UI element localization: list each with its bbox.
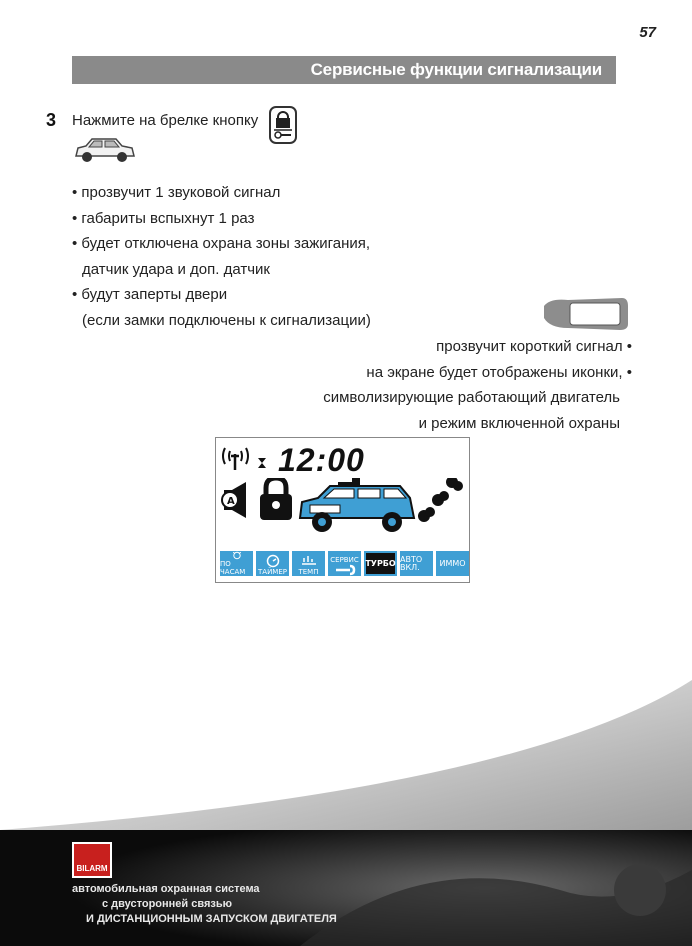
clock-engine-icon bbox=[228, 551, 246, 560]
lcd-mode-temperature: ТЕМП bbox=[292, 551, 325, 576]
car-outline-icon bbox=[72, 136, 136, 171]
list-item: и режим включенной охраны bbox=[418, 414, 620, 432]
list-item: • габариты вспыхнут 1 раз bbox=[72, 209, 255, 227]
lcd-mode-timer: ТАЙМЕР bbox=[256, 551, 289, 576]
list-item: • прозвучит 1 звуковой сигнал bbox=[72, 184, 281, 201]
lock-key-button-icon bbox=[269, 106, 297, 144]
padlock-icon bbox=[260, 478, 292, 520]
list-item: датчик удара и доп. датчик bbox=[82, 260, 270, 278]
list-item: символизирующие работающий двигатель bbox=[323, 389, 620, 406]
lcd-function-row bbox=[220, 551, 469, 576]
list-item: прозвучит короткий сигнал • bbox=[436, 338, 632, 355]
remote-fob-icon bbox=[540, 294, 630, 339]
section-title: Сервисные функции сигнализации bbox=[310, 60, 602, 79]
timer-icon bbox=[264, 554, 282, 568]
tagline-line: И ДИСТАНЦИОННЫМ ЗАПУСКОМ ДВИГАТЕЛЯ bbox=[86, 913, 337, 925]
svg-text:A: A bbox=[227, 496, 235, 507]
page-curl-decoration bbox=[0, 640, 692, 840]
wrench-icon bbox=[334, 564, 356, 576]
lcd-mode-auto-on: АВТО ВКЛ. bbox=[400, 551, 433, 576]
page-number: 57 bbox=[639, 24, 656, 41]
step-number: 3 bbox=[46, 110, 57, 130]
tagline-line: с двусторонней связью bbox=[102, 898, 233, 910]
brand-logo: BILARM bbox=[72, 842, 112, 878]
horn-icon bbox=[222, 482, 246, 518]
temperature-icon bbox=[300, 554, 318, 568]
remote-result-list bbox=[323, 334, 632, 436]
lcd-screen bbox=[215, 437, 470, 583]
list-item: • будут заперты двери bbox=[72, 286, 228, 303]
step-instruction-text: Нажмите на брелке кнопку bbox=[72, 112, 259, 129]
lcd-mode-immo: ИММО bbox=[436, 551, 469, 576]
exhaust-smoke-icon bbox=[418, 478, 463, 522]
step-instruction bbox=[72, 112, 258, 129]
suv-car-icon bbox=[300, 478, 414, 532]
antenna-signal-icon bbox=[220, 444, 276, 472]
tagline-line: автомобильная охранная система bbox=[72, 883, 260, 895]
section-header bbox=[72, 56, 616, 84]
lcd-clock: 12:00 bbox=[278, 442, 365, 478]
lcd-mode-by-hours: ПО ЧАСАМ bbox=[220, 551, 253, 576]
list-item: • будет отключена охрана зоны зажигания, bbox=[72, 235, 371, 252]
lcd-mode-turbo: ТУРБО bbox=[364, 551, 397, 576]
list-item: на экране будет отображены иконки, • bbox=[366, 363, 632, 381]
lcd-graphics bbox=[218, 478, 464, 548]
result-list bbox=[72, 180, 371, 333]
lcd-mode-service: СЕРВИС bbox=[328, 551, 361, 576]
list-item: (если замки подключены к сигнализации) bbox=[82, 311, 371, 329]
footer-tagline bbox=[72, 882, 337, 927]
